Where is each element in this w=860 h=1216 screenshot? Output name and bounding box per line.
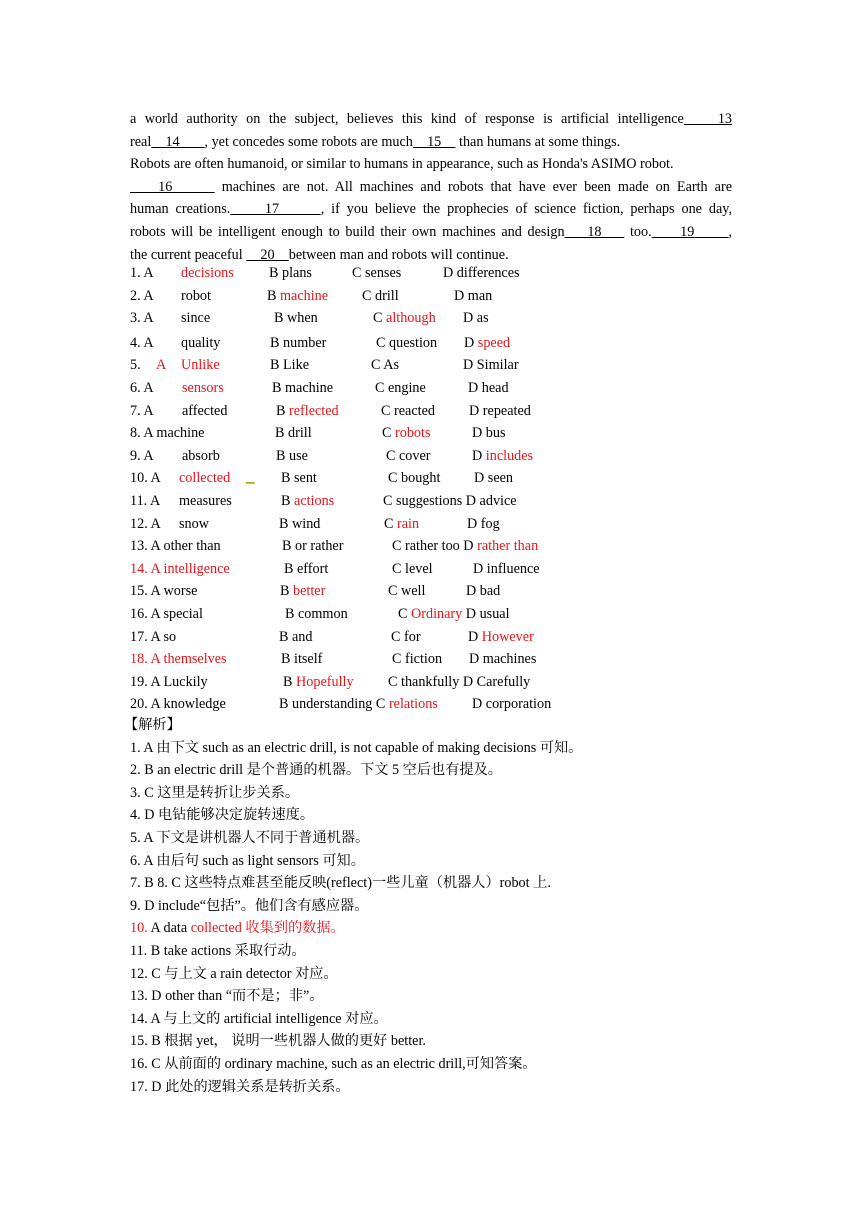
option-b-letter: B — [276, 402, 290, 419]
passage-text: the current peaceful — [130, 246, 247, 263]
answer-options — [130, 262, 770, 716]
analysis-item-10-number: 10. — [130, 920, 148, 937]
option-c-letter: C — [382, 425, 396, 442]
analysis-item: 1. A 由下文 such as an electric drill, is not capable of making decisions 可知。 — [130, 739, 583, 756]
option-b — [281, 490, 334, 513]
option-d-answer: includes — [485, 447, 534, 464]
analysis-item: 15. B 根据 yet， 说明一些机器人做的更好 better. — [130, 1033, 426, 1050]
option-row — [130, 626, 770, 649]
passage-text: a world authority on the subject, believes this kind of response is artificial intelligence — [130, 111, 684, 127]
option-d-letter: D — [468, 628, 482, 645]
question-number: 2. A — [130, 287, 154, 304]
passage-text: human creations. — [130, 201, 231, 218]
passage-text: , — [728, 223, 732, 240]
option-row — [130, 513, 770, 536]
option-d-letter: D — [472, 447, 486, 464]
option-a: affected — [182, 402, 228, 419]
option-row — [130, 693, 770, 716]
question-number: 11. A — [130, 492, 161, 509]
option-d: D head — [468, 379, 509, 396]
passage-text: , yet concedes some robots are much — [204, 133, 413, 150]
option-c — [373, 307, 436, 330]
option-b: B drill — [275, 425, 312, 442]
option-b — [280, 580, 325, 603]
passage-text: machines are not. All machines and robots that have ever been made on Earth are — [214, 178, 732, 195]
option-b-letter: B — [281, 492, 295, 509]
option-d-answer: speed — [477, 334, 511, 351]
analysis-item: 5. A 下文是讲机器人不同于普通机器。 — [130, 829, 370, 846]
option-a: Unlike — [181, 357, 220, 374]
passage-text: real — [130, 133, 152, 150]
blank-14: 14 — [151, 133, 205, 150]
analysis-section — [124, 714, 770, 1098]
analysis-item-10-text: A data — [147, 920, 191, 937]
option-c: C fiction — [392, 651, 443, 668]
option-row — [130, 332, 770, 355]
option-row — [130, 285, 770, 308]
option-d: D machines — [469, 651, 537, 668]
option-b-answer: Hopefully — [296, 673, 354, 690]
option-c: C reacted — [381, 402, 435, 419]
option-d: D seen — [474, 470, 514, 487]
question-number: 18. A themselves — [130, 651, 227, 668]
blank-19: 19 — [651, 223, 729, 240]
option-c: C question — [376, 334, 438, 351]
passage-text: Robots are often humanoid, or similar to humans in appearance, such as Honda's ASIMO robot. — [130, 156, 674, 173]
analysis-item: 14. A 与上文的 artificial intelligence 对应。 — [130, 1010, 388, 1027]
question-number: 10. A — [130, 470, 161, 487]
analysis-item: 2. B an electric drill 是个普通的机器。下文 5 空后也有提及。 — [130, 762, 502, 779]
option-c — [398, 603, 510, 626]
analysis-item: 17. D 此处的逻辑关系是转折关系。 — [130, 1078, 350, 1095]
analysis-item: 13. D other than “而不是；非”。 — [130, 988, 324, 1005]
blank-20: 20 — [246, 246, 289, 263]
option-b: B number — [270, 334, 327, 351]
option-c-text: C rather too D — [392, 538, 478, 555]
option-b-text: B understanding C — [279, 696, 389, 713]
option-row — [130, 422, 770, 445]
option-row — [130, 535, 770, 558]
passage-line-2 — [130, 131, 732, 154]
analysis-heading: 【解析】 — [124, 717, 181, 733]
blank-18: 18 — [564, 223, 625, 240]
option-b: B effort — [284, 560, 329, 577]
option-c — [382, 422, 430, 445]
option-b: B and — [279, 628, 313, 645]
option-d: D repeated — [469, 402, 531, 419]
option-c-answer: rain — [397, 515, 420, 532]
option-b-answer: reflected — [289, 402, 339, 419]
option-d: D corporation — [472, 696, 552, 713]
passage-line-5 — [130, 198, 732, 221]
option-c: C for — [391, 628, 421, 645]
option-row — [130, 377, 770, 400]
option-d: D influence — [473, 560, 540, 577]
option-a: quality — [181, 334, 221, 351]
option-b: B plans — [269, 265, 312, 281]
option-row — [130, 307, 770, 330]
option-d — [464, 332, 510, 355]
option-c: C engine — [375, 379, 426, 396]
question-number: 20. A knowledge — [130, 696, 226, 713]
option-row — [130, 671, 770, 694]
question-number — [130, 354, 141, 377]
option-a: collected — [179, 470, 231, 487]
option-c: C bought — [388, 470, 441, 487]
question-index: 5. — [130, 357, 141, 374]
question-number: 9. A — [130, 447, 154, 464]
highlight-mark: ▁ — [246, 472, 255, 485]
passage-line-4 — [130, 176, 732, 199]
option-d: D bad — [466, 583, 501, 600]
passage — [130, 108, 732, 266]
blank-15: 15 — [412, 133, 456, 150]
option-c: C cover — [386, 447, 431, 464]
option-a: since — [181, 310, 211, 327]
blank-13: 13 — [683, 111, 732, 127]
analysis-item: 4. D 电钻能够决定旋转速度。 — [130, 807, 315, 824]
option-row — [130, 648, 770, 671]
question-number: 16. A special — [130, 605, 203, 622]
option-row — [130, 445, 770, 468]
option-a: sensors — [182, 379, 224, 396]
option-b: B common — [285, 605, 348, 622]
analysis-item: 12. C 与上文 a rain detector 对应。 — [130, 965, 338, 982]
question-number: 1. A — [130, 265, 154, 281]
option-b — [276, 400, 339, 423]
passage-line-6 — [130, 221, 732, 244]
option-c-answer: although — [386, 310, 436, 327]
question-number: 13. A other than — [130, 538, 221, 555]
option-c: C level — [392, 560, 433, 577]
option-b: B use — [276, 447, 308, 464]
option-a-letter: A — [156, 357, 167, 374]
option-c: C senses — [352, 265, 402, 281]
analysis-item-10-highlight: collected 收集到的数据。 — [190, 920, 345, 937]
option-d: D bus — [472, 425, 506, 442]
question-number: 14. A intelligence — [130, 560, 230, 577]
option-c-letter: C — [373, 310, 387, 327]
option-d: D usual — [462, 605, 510, 622]
question-number: 19. A Luckily — [130, 673, 208, 690]
option-a: measures — [179, 492, 232, 509]
blank-17: 17 — [230, 201, 321, 218]
option-row — [130, 354, 770, 377]
option-b: B or rather — [282, 538, 344, 555]
option-b — [267, 285, 328, 308]
option-d-answer: rather than — [477, 538, 539, 555]
option-b: B when — [274, 310, 318, 327]
option-b-letter: B — [267, 287, 281, 304]
option-d: D as — [463, 310, 489, 327]
option-c-letter: C — [384, 515, 398, 532]
option-c-answer: relations — [388, 696, 438, 713]
option-a: decisions — [181, 265, 234, 281]
passage-text: than humans at some things. — [455, 133, 621, 150]
passage-text: , if you believe the prophecies of science fiction, perhaps one day, — [320, 201, 732, 218]
option-a: snow — [179, 515, 209, 532]
option-b-letter: B — [280, 583, 294, 600]
option-row — [130, 467, 770, 490]
option-d: D man — [454, 287, 493, 304]
question-number: 17. A so — [130, 628, 177, 645]
question-number: 4. A — [130, 334, 154, 351]
question-number: 6. A — [130, 379, 154, 396]
option-c: C As — [371, 357, 399, 374]
analysis-item: 11. B take actions 采取行动。 — [130, 942, 306, 959]
option-c — [384, 513, 419, 536]
option-d — [468, 626, 534, 649]
option-c: C well — [388, 583, 426, 600]
option-d: D fog — [467, 515, 500, 532]
option-row — [130, 400, 770, 423]
analysis-item: 16. C 从前面的 ordinary machine, such as an electric drill,可知答案。 — [130, 1055, 537, 1072]
option-c-answer: Ordinary — [411, 605, 463, 622]
option-b: B wind — [279, 515, 321, 532]
option-c: C suggestions D advice — [383, 492, 517, 509]
option-b-letter: B — [283, 673, 297, 690]
option-b: B Like — [270, 357, 310, 374]
passage-text: robots will be intelligent enough to build their own machines and design — [130, 223, 565, 240]
option-row — [130, 558, 770, 581]
blank-16: 16 — [130, 178, 215, 195]
option-a: absorb — [182, 447, 220, 464]
option-d — [472, 445, 533, 468]
option-c: C thankfully D Carefully — [388, 673, 531, 690]
option-d: D Similar — [463, 357, 519, 374]
option-b: B itself — [281, 651, 323, 668]
option-d-answer: However — [481, 628, 534, 645]
option-row — [130, 490, 770, 513]
option-row — [130, 580, 770, 603]
question-number: 3. A — [130, 310, 154, 327]
option-c-letter: C — [398, 605, 412, 622]
option-b: B sent — [281, 470, 317, 487]
analysis-item-10 — [130, 917, 770, 940]
option-c — [392, 535, 538, 558]
option-d-letter: D — [464, 334, 478, 351]
analysis-item: 7. B 8. C 这些特点难甚至能反映(reflect)一些儿童（机器人）robot 上. — [130, 875, 551, 892]
passage-line-1 — [130, 108, 732, 131]
question-number: 7. A — [130, 402, 154, 419]
analysis-item: 3. C 这里是转折让步关系。 — [130, 784, 300, 801]
passage-text: between man and robots will continue. — [288, 246, 509, 263]
option-b-answer: machine — [280, 287, 329, 304]
option-b-answer: actions — [294, 492, 335, 509]
question-number: 8. A machine — [130, 425, 205, 442]
option-a: robot — [181, 287, 211, 304]
question-number: 15. A worse — [130, 583, 198, 600]
option-b — [279, 693, 438, 716]
option-row — [130, 262, 770, 285]
option-b — [283, 671, 354, 694]
passage-text: too. — [624, 223, 652, 240]
option-b-answer: better — [293, 583, 326, 600]
question-number: 12. A — [130, 515, 161, 532]
option-d: D differences — [443, 265, 520, 281]
passage-line-3 — [130, 153, 732, 176]
option-b: B machine — [272, 379, 334, 396]
option-c-answer: robots — [395, 425, 431, 442]
option-c: C drill — [362, 287, 399, 304]
analysis-item: 9. D include“包括”。他们含有感应器。 — [130, 897, 369, 914]
option-row — [130, 603, 770, 626]
analysis-item: 6. A 由后句 such as light sensors 可知。 — [130, 852, 365, 869]
